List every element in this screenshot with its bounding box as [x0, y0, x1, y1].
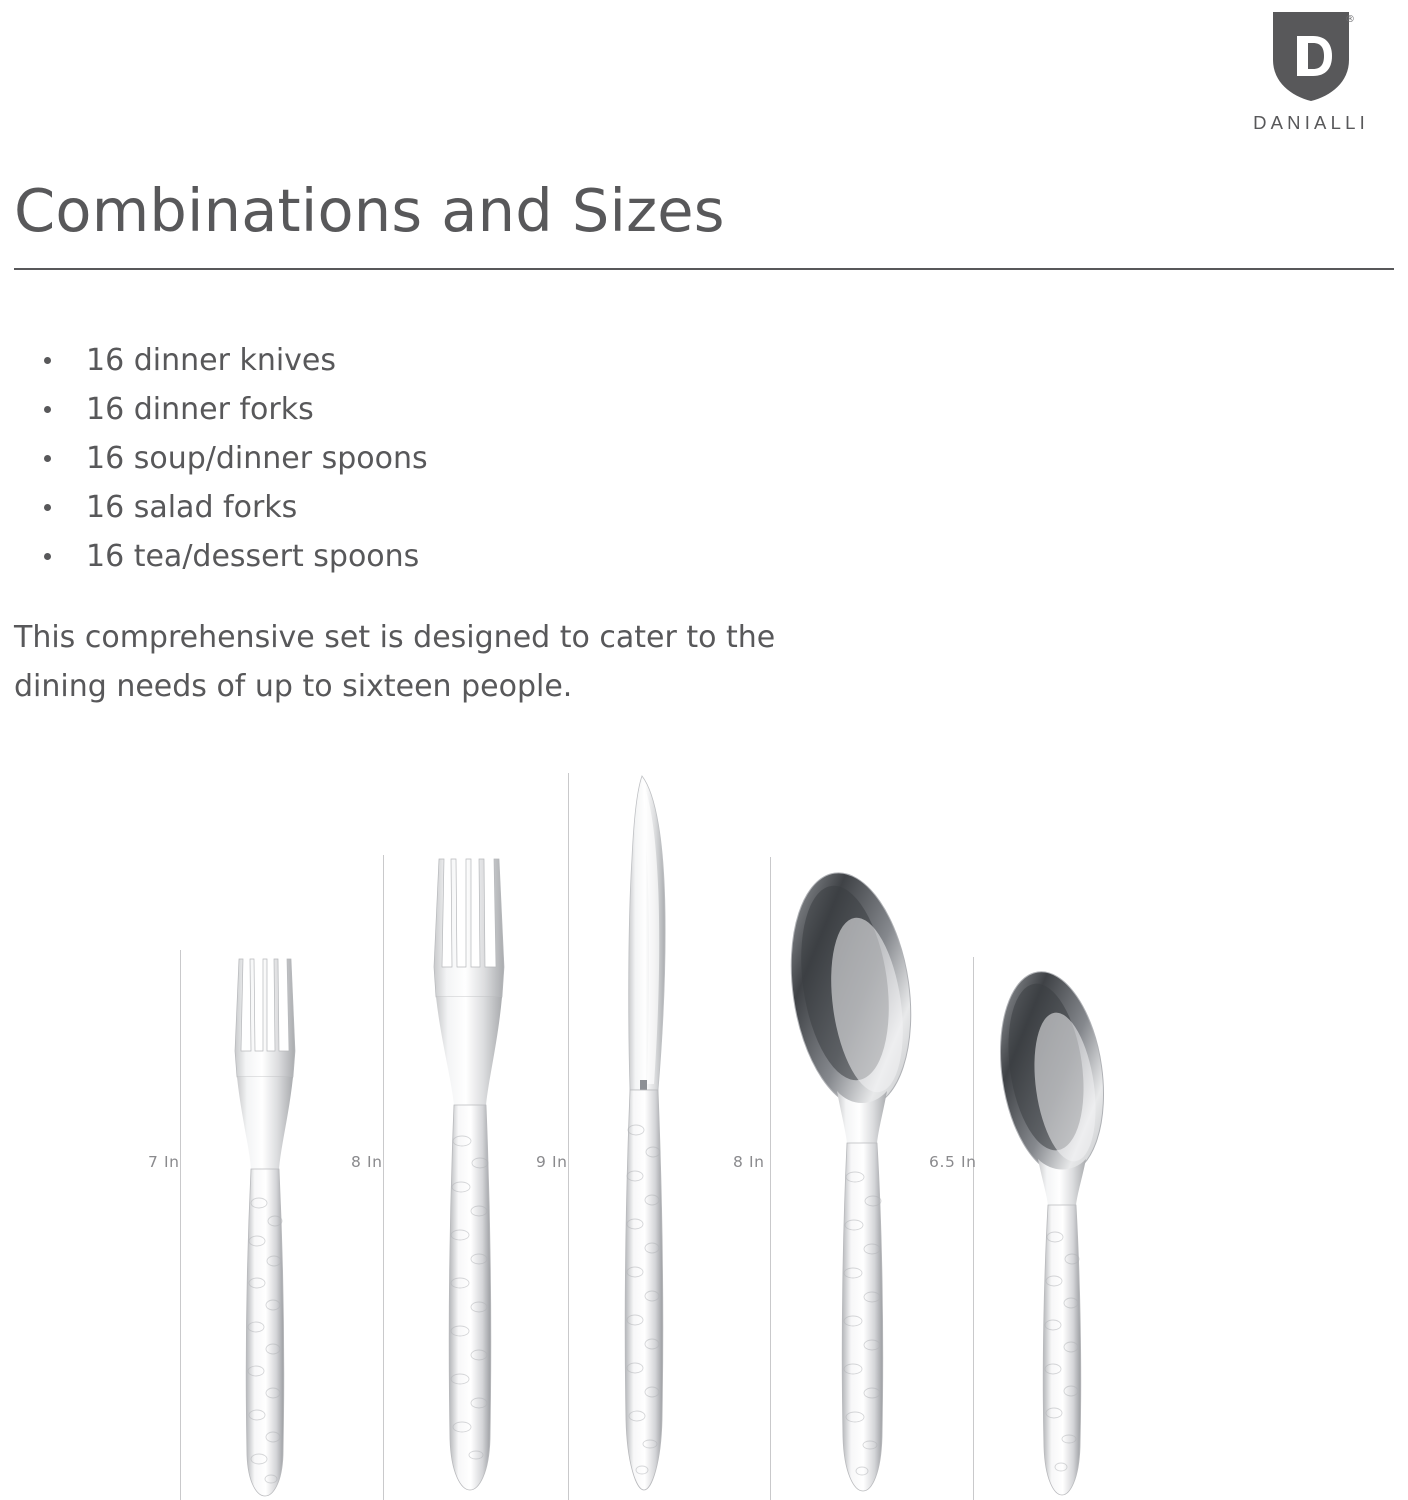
registered-mark: ®	[1345, 14, 1355, 25]
measure-line-dinner-fork	[383, 855, 384, 1500]
utensil-salad-fork	[205, 955, 325, 1500]
bullet-dot-icon	[44, 357, 51, 364]
size-label-dinner-fork: 8 In	[351, 1153, 383, 1171]
bullet-dot-icon	[44, 553, 51, 560]
measure-line-salad-fork	[180, 950, 181, 1500]
list-item-label: 16 soup/dinner spoons	[86, 441, 428, 476]
bullet-dot-icon	[44, 455, 51, 462]
list-item	[40, 434, 940, 483]
utensil-soup-dinner-spoon	[785, 855, 935, 1500]
utensil-dinner-fork	[405, 855, 535, 1500]
size-label-soup-spoon: 8 In	[733, 1153, 765, 1171]
size-label-tea-spoon: 6.5 In	[929, 1153, 977, 1171]
bullet-dot-icon	[44, 406, 51, 413]
product-photo	[0, 735, 1408, 1500]
list-item-label: 16 salad forks	[86, 490, 298, 525]
title-divider	[14, 268, 1394, 270]
list-item	[40, 483, 940, 532]
bullet-dot-icon	[44, 504, 51, 511]
brand-name: DANIALLI	[1253, 112, 1369, 133]
list-item	[40, 532, 940, 581]
brand-logo	[1236, 8, 1386, 134]
list-item-label: 16 tea/dessert spoons	[86, 539, 420, 574]
measure-line-soup-spoon	[770, 857, 771, 1500]
shield-d-logo-icon	[1269, 8, 1353, 104]
list-item	[40, 336, 940, 385]
measure-line-tea-spoon	[973, 957, 974, 1500]
page-title: Combinations and Sizes	[14, 175, 725, 245]
list-item-label: 16 dinner forks	[86, 392, 314, 427]
description-paragraph: This comprehensive set is designed to cater to the dining needs of up to sixteen people.	[14, 620, 776, 704]
list-item	[40, 385, 940, 434]
utensil-dinner-knife	[590, 772, 700, 1500]
list-item-label: 16 dinner knives	[86, 343, 337, 378]
size-label-salad-fork: 7 In	[148, 1153, 180, 1171]
measure-line-dinner-knife	[568, 773, 569, 1500]
utensil-tea-dessert-spoon	[990, 955, 1130, 1500]
size-label-dinner-knife: 9 In	[536, 1153, 568, 1171]
specs-list	[40, 336, 940, 581]
